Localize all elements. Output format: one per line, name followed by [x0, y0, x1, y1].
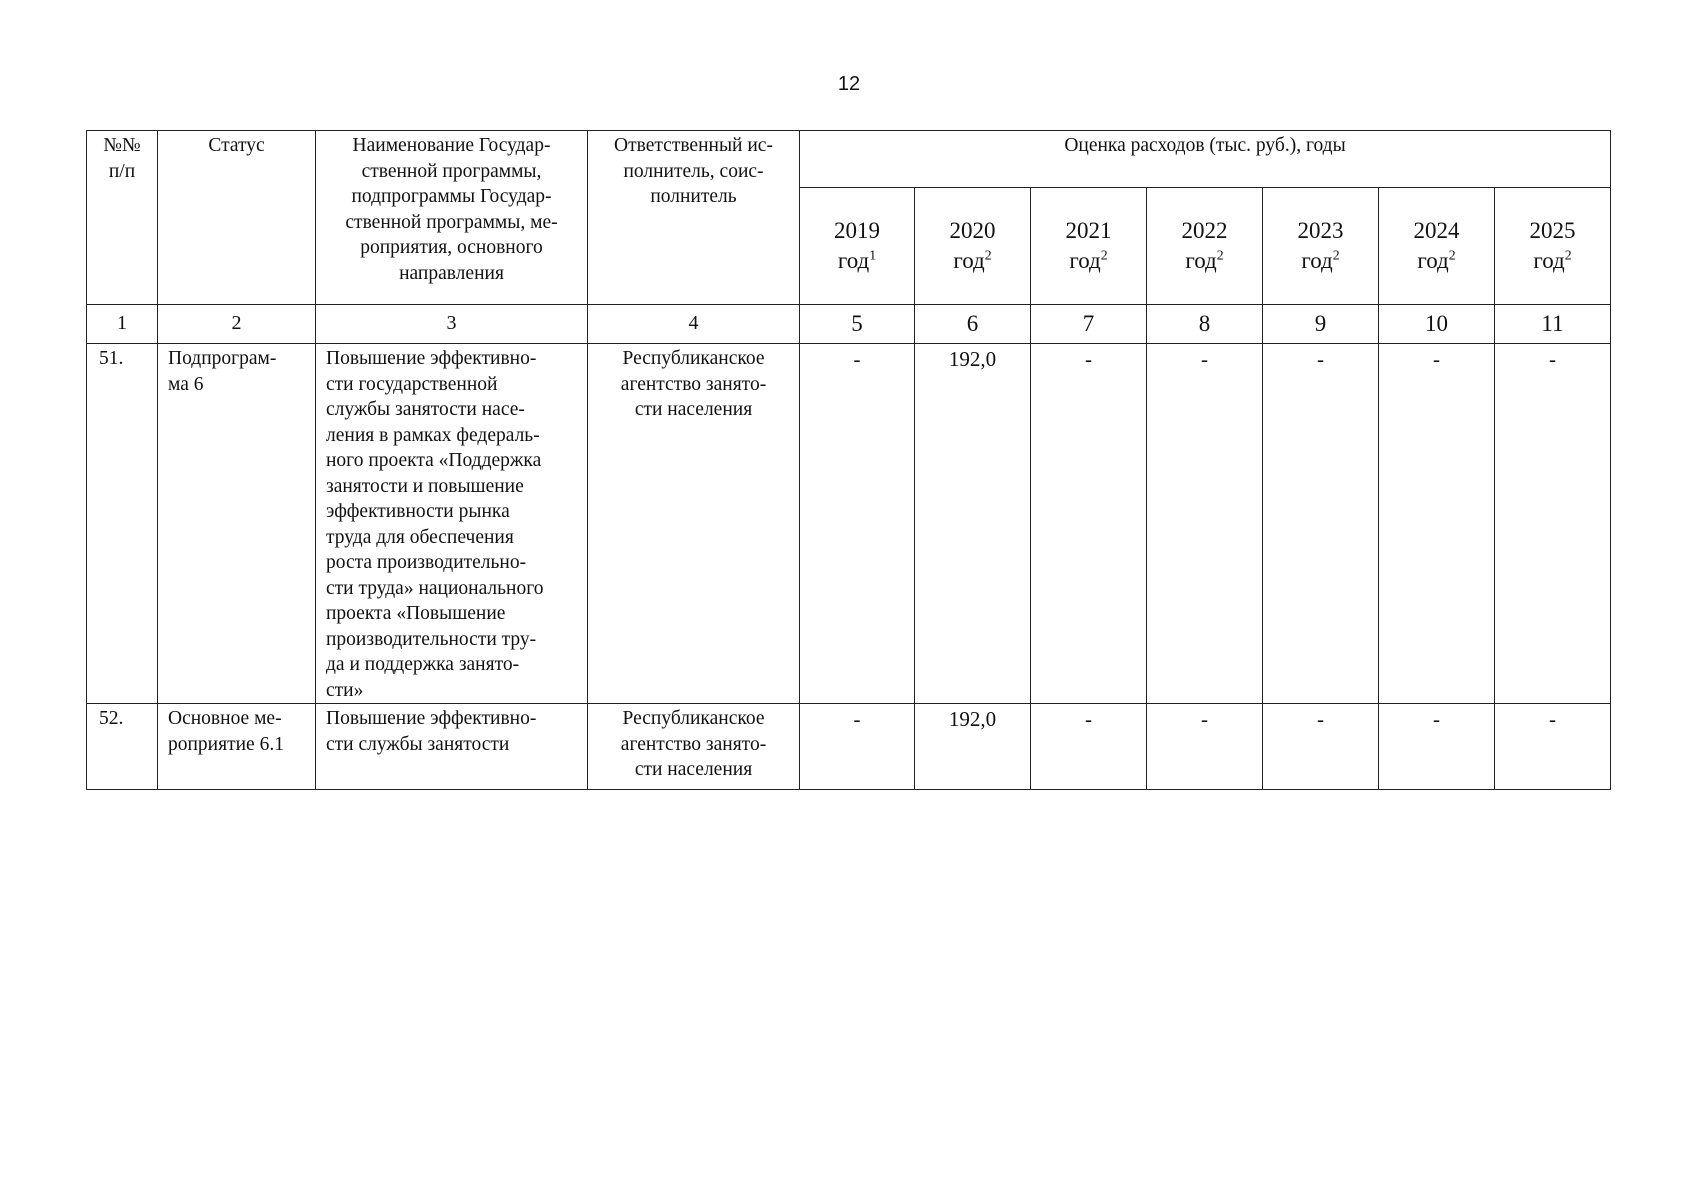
value-2019: -	[800, 704, 915, 790]
column-number: 1	[87, 305, 158, 344]
column-number: 8	[1147, 305, 1263, 344]
column-number: 11	[1495, 305, 1611, 344]
row-status: Подпрограм- ма 6	[158, 344, 316, 704]
value-2023: -	[1263, 344, 1379, 704]
value-2022: -	[1147, 344, 1263, 704]
value-2020: 192,0	[915, 704, 1031, 790]
header-program-name: Наименование Государ- ственной программы, подпрограммы Государ- ственной программы, ме- роприятия, основного направления	[316, 131, 588, 305]
row-name: Повышение эффективно- сти государственной службы занятости насе- ления в рамках федераль- ного проекта «Поддержка занятости и повышение эффективности рынка труда для обеспечения роста производительно- сти труда» национального проекта «Повышение производительности тру- да и поддержка занято- сти»	[316, 344, 588, 704]
column-number: 6	[915, 305, 1031, 344]
header-year-2019: 2019 год$^1$	[800, 188, 915, 305]
column-number: 9	[1263, 305, 1379, 344]
header-year-2022: 2022 год$^2$	[1147, 188, 1263, 305]
column-number: 5	[800, 305, 915, 344]
header-year-2025: 2025 год$^2$	[1495, 188, 1611, 305]
page-number: 12	[837, 73, 861, 95]
header-year-2020: 2020 год$^2$	[915, 188, 1031, 305]
header-year-2024: 2024 год$^2$	[1379, 188, 1495, 305]
row-index: 51.	[87, 344, 158, 704]
row-name: Повышение эффективно- сти службы занятости	[316, 704, 588, 790]
row-executor: Республиканское агентство занято- сти населения	[588, 344, 800, 704]
expenses-table	[86, 130, 1611, 790]
column-number: 3	[316, 305, 588, 344]
header-status: Статус	[158, 131, 316, 305]
value-2024: -	[1379, 704, 1495, 790]
value-2022: -	[1147, 704, 1263, 790]
column-numbers-row	[87, 305, 1611, 344]
value-2025: -	[1495, 344, 1611, 704]
value-2025: -	[1495, 704, 1611, 790]
value-2024: -	[1379, 344, 1495, 704]
table-row	[87, 704, 1611, 790]
value-2019: -	[800, 344, 915, 704]
column-number: 7	[1031, 305, 1147, 344]
row-executor: Республиканское агентство занято- сти населения	[588, 704, 800, 790]
header-year-2023: 2023 год$^2$	[1263, 188, 1379, 305]
header-year-2021: 2021 год$^2$	[1031, 188, 1147, 305]
value-2021: -	[1031, 704, 1147, 790]
value-2020: 192,0	[915, 344, 1031, 704]
header-expenses-title: Оценка расходов (тыс. руб.), годы	[800, 131, 1611, 188]
value-2023: -	[1263, 704, 1379, 790]
header-number: №№ п/п	[87, 131, 158, 305]
row-index: 52.	[87, 704, 158, 790]
header-executor: Ответственный ис- полнитель, соис- полнитель	[588, 131, 800, 305]
table-row	[87, 344, 1611, 704]
column-number: 2	[158, 305, 316, 344]
row-status: Основное ме- роприятие 6.1	[158, 704, 316, 790]
value-2021: -	[1031, 344, 1147, 704]
column-number: 10	[1379, 305, 1495, 344]
column-number: 4	[588, 305, 800, 344]
